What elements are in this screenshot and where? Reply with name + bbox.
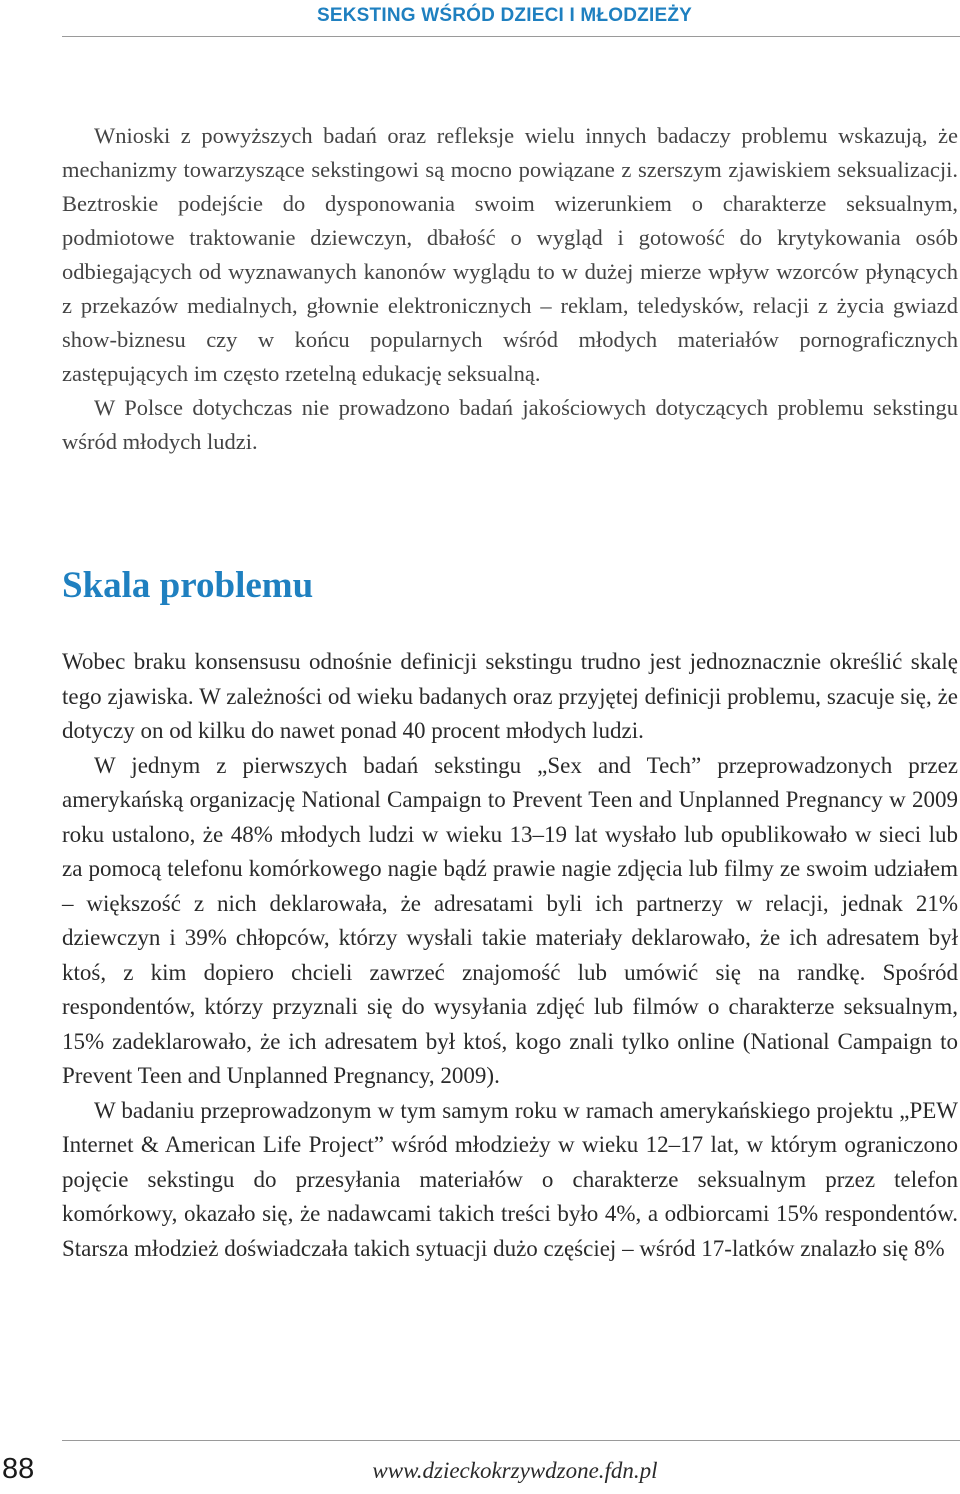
body-paragraph: W badaniu przeprowadzonym w tym samym roku w ramach amerykańskiego projektu „PEW Internet & American Life Project” wśród młodzieży w wieku 12–17 lat, w którym ograniczono pojęcie sekstingu do przesyłania materiałów o charakterze seksualnym przez telefon komórkowy, okazało się, że nadawcami takich treści było 4%, a odbiorcami 15% respondentów. Starsza młodzież doświadczała takich sytuacji dużo częściej – wśród 17-latków znalazło się 8% <box>62 1097 958 1261</box>
intro-paragraph: W Polsce dotychczas nie prowadzono badań jakościowych dotyczących problemu sekstingu wśród młodych ludzi. <box>62 395 958 454</box>
header-divider <box>62 36 960 37</box>
body-paragraph: W jednym z pierwszych badań sekstingu „Sex and Tech” przeprowadzonych przez amerykańską organizację National Campaign to Prevent Teen and Unplanned Pregnancy w 2009 roku ustalono, że 48% młodych ludzi w wieku 13–19 lat wysłało lub opublikowało w sieci lub za pomocą telefonu komórkowego nagie bądź prawie nagie zdjęcia lub filmy ze swoim udziałem – większość z nich deklarowała, że adresatami byli ich partnerzy w relacji, jednak 21% dziewczyn i 39% chłopców, którzy wysłali takie materiały deklarowało, że ich adresatem był ktoś, z kim dopiero chcieli zawrzeć znajomość lub umówić się na randkę. Spośród respondentów, którzy przyznali się do wysyłania zdjęć lub filmów o charakterze seksualnym, 15% zadeklarowało, że ich adresatem był ktoś, kogo znali tylko online (National Campaign to Prevent Teen and Unplanned Pregnancy, 2009). <box>62 752 958 1088</box>
footer-url-link[interactable]: www.dzieckokrzywdzone.fdn.pl <box>372 1458 658 1483</box>
section-heading: Skala problemu <box>62 565 314 606</box>
running-header-title: SEKSTING WŚRÓD DZIECI I MŁODZIEŻY <box>317 5 692 26</box>
intro-text <box>62 119 958 459</box>
section-body <box>62 645 958 1266</box>
footer-divider <box>62 1440 960 1441</box>
body-paragraph: Wobec braku konsensusu odnośnie definicji sekstingu trudno jest jednoznacznie określić skalę tego zjawiska. W zależności od wieku badanych oraz przyjętej definicji problemu, szacuje się, że dotyczy on od kilku do nawet ponad 40 procent młodych ludzi. <box>62 649 958 743</box>
page-number: 88 <box>2 1453 35 1485</box>
intro-paragraph: Wnioski z powyższych badań oraz refleksje wielu innych badaczy problemu wskazują, że mechanizmy towarzyszące sekstingowi są mocno powiązane z szerszym zjawiskiem seksualizacji. Beztroskie podejście do dysponowania swoim wizerunkiem o charakterze seksualnym, podmiotowe traktowanie dziewczyn, dbałość o wygląd i gotowość do krytykowania osób odbiegających od wyznawanych kanonów wyglądu to w dużej mierze wpływ wzorców płynących z przekazów medialnych, głownie elektronicznych – reklam, teledysków, relacji z życia gwiazd show-biznesu czy w końcu popularnych wśród młodych materiałów pornograficznych zastępujących im często rzetelną edukację seksualną. <box>62 123 958 386</box>
